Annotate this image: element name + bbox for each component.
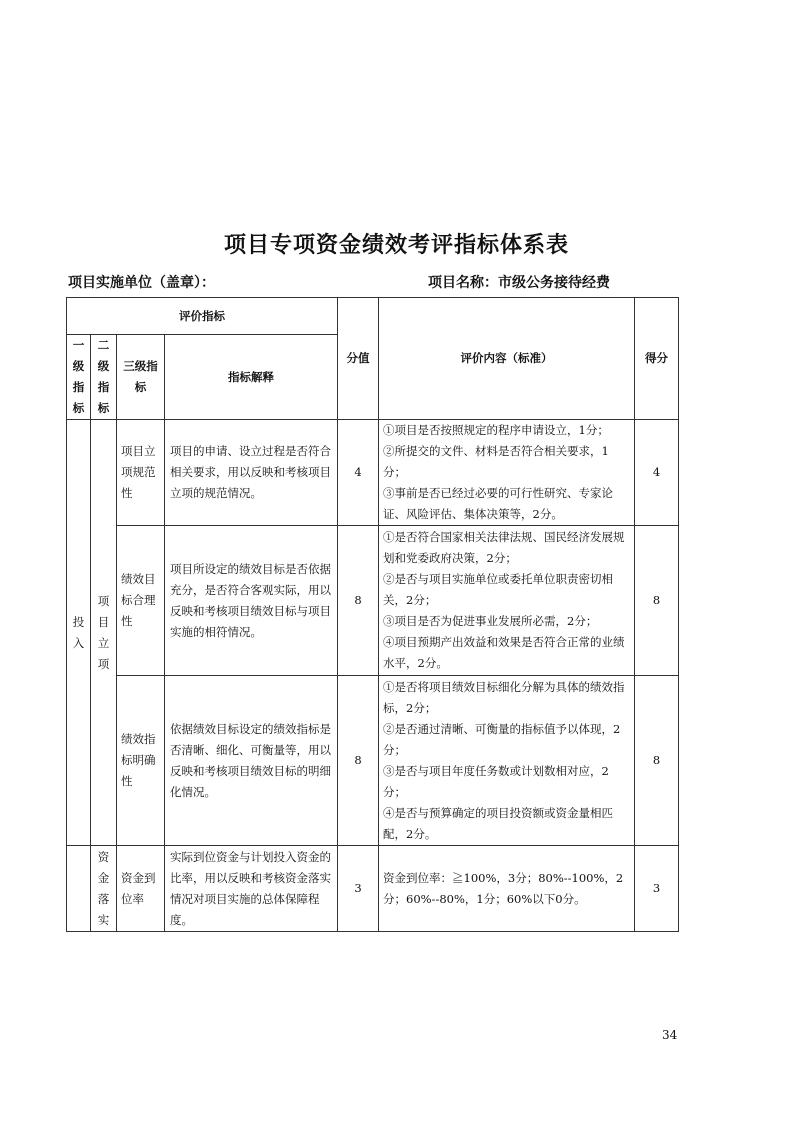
criterion-line: ②所提交的文件、材料是否符合相关要求，1分； xyxy=(383,444,609,479)
criterion-line: ②是否通过清晰、可衡量的指标值予以体现，2分； xyxy=(383,721,621,757)
score-cell: 4 xyxy=(338,420,379,526)
level3-cell: 项目立项规范性 xyxy=(117,420,165,526)
criterion-line: ②是否与项目实施单位或委托单位职责密切相关，2分； xyxy=(383,572,613,607)
score-cell: 8 xyxy=(338,526,379,676)
level3-cell: 资金到位率 xyxy=(117,846,165,932)
criterion-line: ①是否将项目绩效目标细化分解为具体的绩效指标，2分； xyxy=(383,679,625,715)
level2-fund: 资金落实 xyxy=(97,849,110,927)
score-cell: 3 xyxy=(338,846,379,932)
explanation-cell: 项目所设定的绩效目标是否依据充分，是否符合客观实际，用以反映和考核项目绩效目标与项目实施的相符情况。 xyxy=(165,526,338,676)
score-cell: 8 xyxy=(338,676,379,846)
level1-input: 投入 xyxy=(72,614,85,650)
table-row xyxy=(67,846,679,932)
criterion-line: ③项目是否为促进事业发展所必需，2分； xyxy=(383,614,598,628)
implementing-unit-label: 项目实施单位（盖章）： xyxy=(68,275,215,291)
level2-project: 项目立项 xyxy=(97,593,110,671)
header-got: 得分 xyxy=(635,298,679,420)
level3-cell: 绩效目标合理性 xyxy=(117,526,165,676)
table-row xyxy=(67,526,679,676)
content-cell xyxy=(379,846,635,932)
project-name-label: 项目名称：市级公务接待经费 xyxy=(428,275,610,291)
header-level3: 三级指标 xyxy=(117,335,165,420)
level3-cell: 绩效指标明确性 xyxy=(117,676,165,846)
header-explanation: 指标解释 xyxy=(165,335,338,420)
criterion-line: ①项目是否按照规定的程序申请设立，1分； xyxy=(383,423,609,437)
content-cell xyxy=(379,420,635,526)
explanation-cell: 实际到位资金与计划投入资金的比率，用以反映和考核资金落实情况对项目实施的总体保障程度。 xyxy=(165,846,338,932)
header-score: 分值 xyxy=(338,298,379,420)
criterion-line: ④是否与预算确定的项目投资额或资金量相匹配，2分。 xyxy=(383,805,613,841)
criterion-line: ①是否符合国家相关法律法规、国民经济发展规划和党委政府决策，2分； xyxy=(383,530,625,565)
header-content: 评价内容（标准） xyxy=(379,298,635,420)
indicator-table xyxy=(66,297,679,932)
content-cell xyxy=(379,526,635,676)
header-level2: 二级指标 xyxy=(97,338,110,415)
table-row xyxy=(67,676,679,846)
explanation-cell: 项目的申请、设立过程是否符合相关要求，用以反映和考核项目立项的规范情况。 xyxy=(165,420,338,526)
header-level1: 一级指标 xyxy=(72,338,85,415)
got-score-cell: 8 xyxy=(635,676,679,846)
criterion-line: ③事前是否已经过必要的可行性研究、专家论证、风险评估、集体决策等，2分。 xyxy=(383,486,613,521)
explanation-cell: 依据绩效目标设定的绩效指标是否清晰、细化、可衡量等，用以反映和考核项目绩效目标的明细化情况。 xyxy=(165,676,338,846)
got-score-cell: 8 xyxy=(635,526,679,676)
header-evaluation-index: 评价指标 xyxy=(67,298,338,335)
criterion-line: ③是否与项目年度任务数或计划数相对应，2分； xyxy=(383,763,609,799)
criterion-line: 资金到位率：≧100%，3分；80%--100%，2分；60%--80%，1分；60%以下0分。 xyxy=(383,870,624,906)
content-cell xyxy=(379,676,635,846)
criterion-line: ④项目预期产出效益和效果是否符合正常的业绩水平，2分。 xyxy=(383,635,625,670)
page-title: 项目专项资金绩效考评指标体系表 xyxy=(223,233,569,258)
got-score-cell: 3 xyxy=(635,846,679,932)
got-score-cell: 4 xyxy=(635,420,679,526)
table-row xyxy=(67,420,679,526)
page-number: 34 xyxy=(662,1028,678,1042)
